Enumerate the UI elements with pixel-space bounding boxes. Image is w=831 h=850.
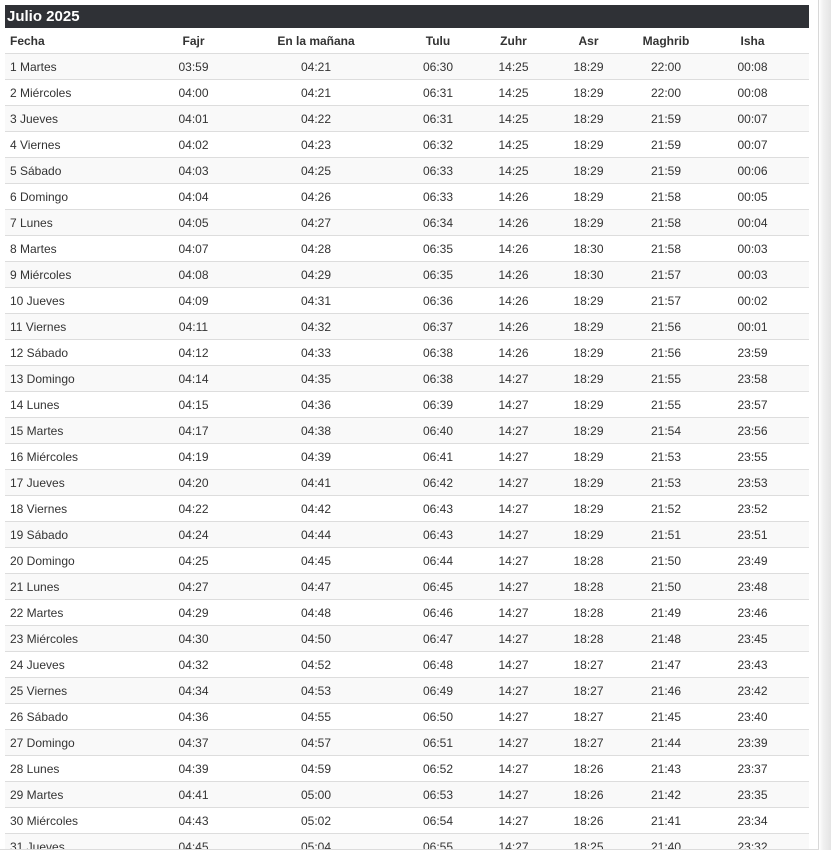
cell-fecha: 14 Lunes bbox=[5, 392, 145, 418]
cell-maghrib: 21:51 bbox=[636, 522, 696, 548]
cell-zuhr: 14:25 bbox=[486, 158, 541, 184]
cell-fajr: 04:22 bbox=[145, 496, 242, 522]
cell-tulu: 06:53 bbox=[390, 782, 486, 808]
cell-maghrib: 21:48 bbox=[636, 626, 696, 652]
cell-fajr: 04:43 bbox=[145, 808, 242, 834]
cell-isha: 23:39 bbox=[696, 730, 809, 756]
cell-isha: 00:03 bbox=[696, 262, 809, 288]
table-row bbox=[5, 444, 809, 470]
cell-zuhr: 14:26 bbox=[486, 184, 541, 210]
cell-zuhr: 14:25 bbox=[486, 54, 541, 80]
cell-asr: 18:29 bbox=[541, 210, 636, 236]
cell-asr: 18:29 bbox=[541, 132, 636, 158]
cell-tulu: 06:39 bbox=[390, 392, 486, 418]
cell-zuhr: 14:27 bbox=[486, 652, 541, 678]
cell-tulu: 06:47 bbox=[390, 626, 486, 652]
cell-fecha: 28 Lunes bbox=[5, 756, 145, 782]
cell-maghrib: 22:00 bbox=[636, 54, 696, 80]
cell-fecha: 25 Viernes bbox=[5, 678, 145, 704]
cell-maghrib: 21:55 bbox=[636, 366, 696, 392]
cell-zuhr: 14:26 bbox=[486, 210, 541, 236]
cell-asr: 18:26 bbox=[541, 782, 636, 808]
cell-en-la-manana: 04:38 bbox=[242, 418, 390, 444]
cell-fajr: 04:34 bbox=[145, 678, 242, 704]
cell-en-la-manana: 04:36 bbox=[242, 392, 390, 418]
cell-isha: 23:43 bbox=[696, 652, 809, 678]
cell-maghrib: 21:57 bbox=[636, 288, 696, 314]
cell-maghrib: 21:50 bbox=[636, 548, 696, 574]
cell-fecha: 15 Martes bbox=[5, 418, 145, 444]
cell-maghrib: 21:47 bbox=[636, 652, 696, 678]
cell-en-la-manana: 04:44 bbox=[242, 522, 390, 548]
cell-maghrib: 21:49 bbox=[636, 600, 696, 626]
cell-fajr: 04:25 bbox=[145, 548, 242, 574]
cell-asr: 18:29 bbox=[541, 184, 636, 210]
cell-fecha: 7 Lunes bbox=[5, 210, 145, 236]
cell-maghrib: 22:00 bbox=[636, 80, 696, 106]
table-row bbox=[5, 522, 809, 548]
cell-asr: 18:29 bbox=[541, 340, 636, 366]
cell-en-la-manana: 04:39 bbox=[242, 444, 390, 470]
cell-fajr: 04:45 bbox=[145, 834, 242, 850]
cell-fajr: 04:03 bbox=[145, 158, 242, 184]
cell-asr: 18:28 bbox=[541, 574, 636, 600]
cell-fecha: 4 Viernes bbox=[5, 132, 145, 158]
cell-zuhr: 14:27 bbox=[486, 626, 541, 652]
cell-asr: 18:27 bbox=[541, 678, 636, 704]
cell-tulu: 06:32 bbox=[390, 132, 486, 158]
cell-zuhr: 14:26 bbox=[486, 262, 541, 288]
cell-en-la-manana: 04:26 bbox=[242, 184, 390, 210]
table-row bbox=[5, 470, 809, 496]
cell-fecha: 8 Martes bbox=[5, 236, 145, 262]
cell-en-la-manana: 04:25 bbox=[242, 158, 390, 184]
cell-tulu: 06:34 bbox=[390, 210, 486, 236]
cell-tulu: 06:33 bbox=[390, 184, 486, 210]
column-header-maghrib: Maghrib bbox=[636, 28, 696, 54]
cell-isha: 23:35 bbox=[696, 782, 809, 808]
cell-zuhr: 14:27 bbox=[486, 600, 541, 626]
cell-fajr: 04:08 bbox=[145, 262, 242, 288]
cell-fecha: 5 Sábado bbox=[5, 158, 145, 184]
cell-tulu: 06:31 bbox=[390, 80, 486, 106]
cell-zuhr: 14:27 bbox=[486, 522, 541, 548]
table-row bbox=[5, 54, 809, 80]
cell-asr: 18:30 bbox=[541, 236, 636, 262]
column-header-fajr: Fajr bbox=[145, 28, 242, 54]
cell-isha: 23:55 bbox=[696, 444, 809, 470]
cell-asr: 18:28 bbox=[541, 626, 636, 652]
month-title: Julio 2025 bbox=[5, 5, 809, 28]
cell-zuhr: 14:27 bbox=[486, 548, 541, 574]
cell-tulu: 06:54 bbox=[390, 808, 486, 834]
cell-zuhr: 14:27 bbox=[486, 366, 541, 392]
cell-maghrib: 21:59 bbox=[636, 158, 696, 184]
cell-en-la-manana: 05:02 bbox=[242, 808, 390, 834]
cell-fecha: 20 Domingo bbox=[5, 548, 145, 574]
cell-maghrib: 21:41 bbox=[636, 808, 696, 834]
cell-fajr: 04:41 bbox=[145, 782, 242, 808]
cell-en-la-manana: 04:21 bbox=[242, 54, 390, 80]
table-row bbox=[5, 704, 809, 730]
cell-zuhr: 14:25 bbox=[486, 132, 541, 158]
cell-maghrib: 21:56 bbox=[636, 340, 696, 366]
cell-isha: 00:08 bbox=[696, 80, 809, 106]
cell-fecha: 31 Jueves bbox=[5, 834, 145, 850]
cell-en-la-manana: 04:42 bbox=[242, 496, 390, 522]
cell-isha: 23:51 bbox=[696, 522, 809, 548]
table-row bbox=[5, 210, 809, 236]
cell-tulu: 06:49 bbox=[390, 678, 486, 704]
cell-tulu: 06:46 bbox=[390, 600, 486, 626]
cell-maghrib: 21:44 bbox=[636, 730, 696, 756]
cell-maghrib: 21:42 bbox=[636, 782, 696, 808]
cell-fecha: 30 Miércoles bbox=[5, 808, 145, 834]
cell-isha: 23:46 bbox=[696, 600, 809, 626]
cell-fecha: 21 Lunes bbox=[5, 574, 145, 600]
cell-fecha: 26 Sábado bbox=[5, 704, 145, 730]
cell-zuhr: 14:26 bbox=[486, 288, 541, 314]
table-row bbox=[5, 106, 809, 132]
cell-zuhr: 14:25 bbox=[486, 80, 541, 106]
table-row bbox=[5, 80, 809, 106]
cell-en-la-manana: 04:50 bbox=[242, 626, 390, 652]
cell-asr: 18:29 bbox=[541, 366, 636, 392]
cell-zuhr: 14:27 bbox=[486, 392, 541, 418]
cell-en-la-manana: 04:48 bbox=[242, 600, 390, 626]
cell-en-la-manana: 04:21 bbox=[242, 80, 390, 106]
cell-en-la-manana: 04:27 bbox=[242, 210, 390, 236]
cell-fajr: 04:36 bbox=[145, 704, 242, 730]
cell-maghrib: 21:53 bbox=[636, 444, 696, 470]
cell-zuhr: 14:27 bbox=[486, 574, 541, 600]
cell-fajr: 04:01 bbox=[145, 106, 242, 132]
cell-fajr: 04:29 bbox=[145, 600, 242, 626]
cell-fajr: 04:07 bbox=[145, 236, 242, 262]
cell-fajr: 04:24 bbox=[145, 522, 242, 548]
cell-fajr: 04:05 bbox=[145, 210, 242, 236]
column-header-fecha: Fecha bbox=[5, 28, 145, 54]
cell-fajr: 04:09 bbox=[145, 288, 242, 314]
cell-en-la-manana: 04:41 bbox=[242, 470, 390, 496]
cell-fajr: 04:14 bbox=[145, 366, 242, 392]
cell-en-la-manana: 04:31 bbox=[242, 288, 390, 314]
cell-asr: 18:29 bbox=[541, 80, 636, 106]
cell-maghrib: 21:46 bbox=[636, 678, 696, 704]
cell-isha: 23:52 bbox=[696, 496, 809, 522]
cell-asr: 18:27 bbox=[541, 704, 636, 730]
cell-fecha: 12 Sábado bbox=[5, 340, 145, 366]
cell-maghrib: 21:50 bbox=[636, 574, 696, 600]
cell-en-la-manana: 04:45 bbox=[242, 548, 390, 574]
cell-asr: 18:27 bbox=[541, 652, 636, 678]
cell-fajr: 04:32 bbox=[145, 652, 242, 678]
cell-fecha: 22 Martes bbox=[5, 600, 145, 626]
cell-isha: 23:57 bbox=[696, 392, 809, 418]
table-row bbox=[5, 756, 809, 782]
cell-tulu: 06:36 bbox=[390, 288, 486, 314]
cell-maghrib: 21:54 bbox=[636, 418, 696, 444]
cell-fecha: 18 Viernes bbox=[5, 496, 145, 522]
cell-asr: 18:29 bbox=[541, 106, 636, 132]
cell-isha: 00:07 bbox=[696, 106, 809, 132]
cell-tulu: 06:38 bbox=[390, 340, 486, 366]
cell-asr: 18:25 bbox=[541, 834, 636, 850]
cell-fecha: 27 Domingo bbox=[5, 730, 145, 756]
cell-fecha: 13 Domingo bbox=[5, 366, 145, 392]
cell-en-la-manana: 04:23 bbox=[242, 132, 390, 158]
cell-fajr: 04:39 bbox=[145, 756, 242, 782]
cell-en-la-manana: 04:29 bbox=[242, 262, 390, 288]
column-header-en-la-manana: En la mañana bbox=[242, 28, 390, 54]
cell-fajr: 04:15 bbox=[145, 392, 242, 418]
cell-fajr: 04:27 bbox=[145, 574, 242, 600]
cell-asr: 18:29 bbox=[541, 418, 636, 444]
cell-maghrib: 21:57 bbox=[636, 262, 696, 288]
table-row bbox=[5, 262, 809, 288]
cell-maghrib: 21:45 bbox=[636, 704, 696, 730]
page-edge-shadow bbox=[819, 0, 831, 850]
cell-tulu: 06:55 bbox=[390, 834, 486, 850]
cell-zuhr: 14:27 bbox=[486, 418, 541, 444]
cell-fecha: 1 Martes bbox=[5, 54, 145, 80]
cell-zuhr: 14:26 bbox=[486, 340, 541, 366]
cell-isha: 23:56 bbox=[696, 418, 809, 444]
table-row bbox=[5, 132, 809, 158]
cell-en-la-manana: 05:00 bbox=[242, 782, 390, 808]
cell-isha: 00:04 bbox=[696, 210, 809, 236]
cell-en-la-manana: 04:59 bbox=[242, 756, 390, 782]
cell-maghrib: 21:59 bbox=[636, 106, 696, 132]
cell-isha: 23:32 bbox=[696, 834, 809, 850]
cell-fajr: 04:11 bbox=[145, 314, 242, 340]
cell-fecha: 23 Miércoles bbox=[5, 626, 145, 652]
cell-isha: 23:53 bbox=[696, 470, 809, 496]
cell-asr: 18:26 bbox=[541, 756, 636, 782]
cell-en-la-manana: 04:55 bbox=[242, 704, 390, 730]
cell-asr: 18:29 bbox=[541, 314, 636, 340]
cell-fecha: 6 Domingo bbox=[5, 184, 145, 210]
cell-fajr: 04:17 bbox=[145, 418, 242, 444]
cell-zuhr: 14:27 bbox=[486, 834, 541, 850]
cell-zuhr: 14:27 bbox=[486, 470, 541, 496]
table-header-row bbox=[5, 28, 809, 54]
cell-tulu: 06:44 bbox=[390, 548, 486, 574]
cell-fajr: 04:00 bbox=[145, 80, 242, 106]
table-row bbox=[5, 626, 809, 652]
cell-isha: 00:02 bbox=[696, 288, 809, 314]
cell-maghrib: 21:43 bbox=[636, 756, 696, 782]
cell-fecha: 10 Jueves bbox=[5, 288, 145, 314]
cell-maghrib: 21:55 bbox=[636, 392, 696, 418]
cell-isha: 23:40 bbox=[696, 704, 809, 730]
cell-tulu: 06:30 bbox=[390, 54, 486, 80]
cell-tulu: 06:48 bbox=[390, 652, 486, 678]
cell-zuhr: 14:26 bbox=[486, 314, 541, 340]
table-row bbox=[5, 834, 809, 850]
cell-asr: 18:29 bbox=[541, 158, 636, 184]
cell-fecha: 17 Jueves bbox=[5, 470, 145, 496]
cell-zuhr: 14:27 bbox=[486, 678, 541, 704]
table-row bbox=[5, 600, 809, 626]
cell-fecha: 16 Miércoles bbox=[5, 444, 145, 470]
cell-fecha: 19 Sábado bbox=[5, 522, 145, 548]
cell-asr: 18:29 bbox=[541, 444, 636, 470]
table-row bbox=[5, 184, 809, 210]
cell-asr: 18:29 bbox=[541, 522, 636, 548]
table-row bbox=[5, 314, 809, 340]
table-row bbox=[5, 548, 809, 574]
cell-fecha: 29 Martes bbox=[5, 782, 145, 808]
cell-tulu: 06:52 bbox=[390, 756, 486, 782]
cell-en-la-manana: 04:35 bbox=[242, 366, 390, 392]
cell-fajr: 04:02 bbox=[145, 132, 242, 158]
cell-tulu: 06:50 bbox=[390, 704, 486, 730]
cell-tulu: 06:51 bbox=[390, 730, 486, 756]
table-row bbox=[5, 678, 809, 704]
table-row bbox=[5, 288, 809, 314]
cell-zuhr: 14:27 bbox=[486, 756, 541, 782]
cell-maghrib: 21:58 bbox=[636, 184, 696, 210]
cell-isha: 00:03 bbox=[696, 236, 809, 262]
table-row bbox=[5, 158, 809, 184]
cell-en-la-manana: 04:28 bbox=[242, 236, 390, 262]
cell-zuhr: 14:26 bbox=[486, 236, 541, 262]
cell-zuhr: 14:27 bbox=[486, 704, 541, 730]
cell-en-la-manana: 04:52 bbox=[242, 652, 390, 678]
cell-en-la-manana: 04:57 bbox=[242, 730, 390, 756]
cell-isha: 00:08 bbox=[696, 54, 809, 80]
cell-tulu: 06:38 bbox=[390, 366, 486, 392]
cell-isha: 23:34 bbox=[696, 808, 809, 834]
cell-tulu: 06:31 bbox=[390, 106, 486, 132]
cell-fajr: 04:12 bbox=[145, 340, 242, 366]
table-row bbox=[5, 340, 809, 366]
cell-fajr: 04:04 bbox=[145, 184, 242, 210]
table-row bbox=[5, 366, 809, 392]
cell-isha: 23:48 bbox=[696, 574, 809, 600]
cell-en-la-manana: 04:47 bbox=[242, 574, 390, 600]
cell-asr: 18:28 bbox=[541, 548, 636, 574]
cell-zuhr: 14:27 bbox=[486, 782, 541, 808]
cell-fajr: 04:37 bbox=[145, 730, 242, 756]
cell-tulu: 06:40 bbox=[390, 418, 486, 444]
cell-maghrib: 21:58 bbox=[636, 236, 696, 262]
cell-asr: 18:29 bbox=[541, 496, 636, 522]
cell-en-la-manana: 04:32 bbox=[242, 314, 390, 340]
cell-isha: 00:07 bbox=[696, 132, 809, 158]
cell-fecha: 11 Viernes bbox=[5, 314, 145, 340]
column-header-asr: Asr bbox=[541, 28, 636, 54]
prayer-times-card bbox=[5, 5, 809, 850]
cell-fajr: 03:59 bbox=[145, 54, 242, 80]
cell-asr: 18:30 bbox=[541, 262, 636, 288]
cell-tulu: 06:35 bbox=[390, 236, 486, 262]
cell-isha: 23:58 bbox=[696, 366, 809, 392]
cell-tulu: 06:41 bbox=[390, 444, 486, 470]
cell-fajr: 04:30 bbox=[145, 626, 242, 652]
cell-en-la-manana: 04:33 bbox=[242, 340, 390, 366]
cell-zuhr: 14:25 bbox=[486, 106, 541, 132]
column-header-tulu: Tulu bbox=[390, 28, 486, 54]
table-row bbox=[5, 236, 809, 262]
table-row bbox=[5, 418, 809, 444]
cell-asr: 18:27 bbox=[541, 730, 636, 756]
cell-tulu: 06:35 bbox=[390, 262, 486, 288]
prayer-times-table bbox=[5, 28, 809, 850]
cell-zuhr: 14:27 bbox=[486, 496, 541, 522]
cell-fecha: 3 Jueves bbox=[5, 106, 145, 132]
cell-tulu: 06:43 bbox=[390, 496, 486, 522]
cell-en-la-manana: 04:53 bbox=[242, 678, 390, 704]
cell-tulu: 06:37 bbox=[390, 314, 486, 340]
cell-tulu: 06:33 bbox=[390, 158, 486, 184]
cell-asr: 18:29 bbox=[541, 288, 636, 314]
cell-fajr: 04:19 bbox=[145, 444, 242, 470]
cell-zuhr: 14:27 bbox=[486, 730, 541, 756]
cell-maghrib: 21:59 bbox=[636, 132, 696, 158]
table-row bbox=[5, 730, 809, 756]
cell-asr: 18:28 bbox=[541, 600, 636, 626]
cell-isha: 23:42 bbox=[696, 678, 809, 704]
table-row bbox=[5, 392, 809, 418]
cell-isha: 23:45 bbox=[696, 626, 809, 652]
cell-en-la-manana: 04:22 bbox=[242, 106, 390, 132]
cell-isha: 00:01 bbox=[696, 314, 809, 340]
cell-maghrib: 21:56 bbox=[636, 314, 696, 340]
cell-asr: 18:29 bbox=[541, 54, 636, 80]
cell-tulu: 06:45 bbox=[390, 574, 486, 600]
cell-fecha: 9 Miércoles bbox=[5, 262, 145, 288]
table-row bbox=[5, 574, 809, 600]
table-row bbox=[5, 808, 809, 834]
cell-isha: 00:05 bbox=[696, 184, 809, 210]
cell-asr: 18:26 bbox=[541, 808, 636, 834]
cell-maghrib: 21:52 bbox=[636, 496, 696, 522]
cell-maghrib: 21:58 bbox=[636, 210, 696, 236]
cell-isha: 00:06 bbox=[696, 158, 809, 184]
table-row bbox=[5, 782, 809, 808]
cell-fecha: 24 Jueves bbox=[5, 652, 145, 678]
cell-zuhr: 14:27 bbox=[486, 808, 541, 834]
cell-maghrib: 21:53 bbox=[636, 470, 696, 496]
cell-tulu: 06:42 bbox=[390, 470, 486, 496]
cell-fecha: 2 Miércoles bbox=[5, 80, 145, 106]
table-row bbox=[5, 652, 809, 678]
cell-fajr: 04:20 bbox=[145, 470, 242, 496]
cell-asr: 18:29 bbox=[541, 392, 636, 418]
cell-tulu: 06:43 bbox=[390, 522, 486, 548]
cell-en-la-manana: 05:04 bbox=[242, 834, 390, 850]
cell-zuhr: 14:27 bbox=[486, 444, 541, 470]
cell-asr: 18:29 bbox=[541, 470, 636, 496]
table-body bbox=[5, 54, 809, 850]
cell-isha: 23:37 bbox=[696, 756, 809, 782]
column-header-isha: Isha bbox=[696, 28, 809, 54]
cell-isha: 23:49 bbox=[696, 548, 809, 574]
cell-maghrib: 21:40 bbox=[636, 834, 696, 850]
table-row bbox=[5, 496, 809, 522]
cell-isha: 23:59 bbox=[696, 340, 809, 366]
column-header-zuhr: Zuhr bbox=[486, 28, 541, 54]
